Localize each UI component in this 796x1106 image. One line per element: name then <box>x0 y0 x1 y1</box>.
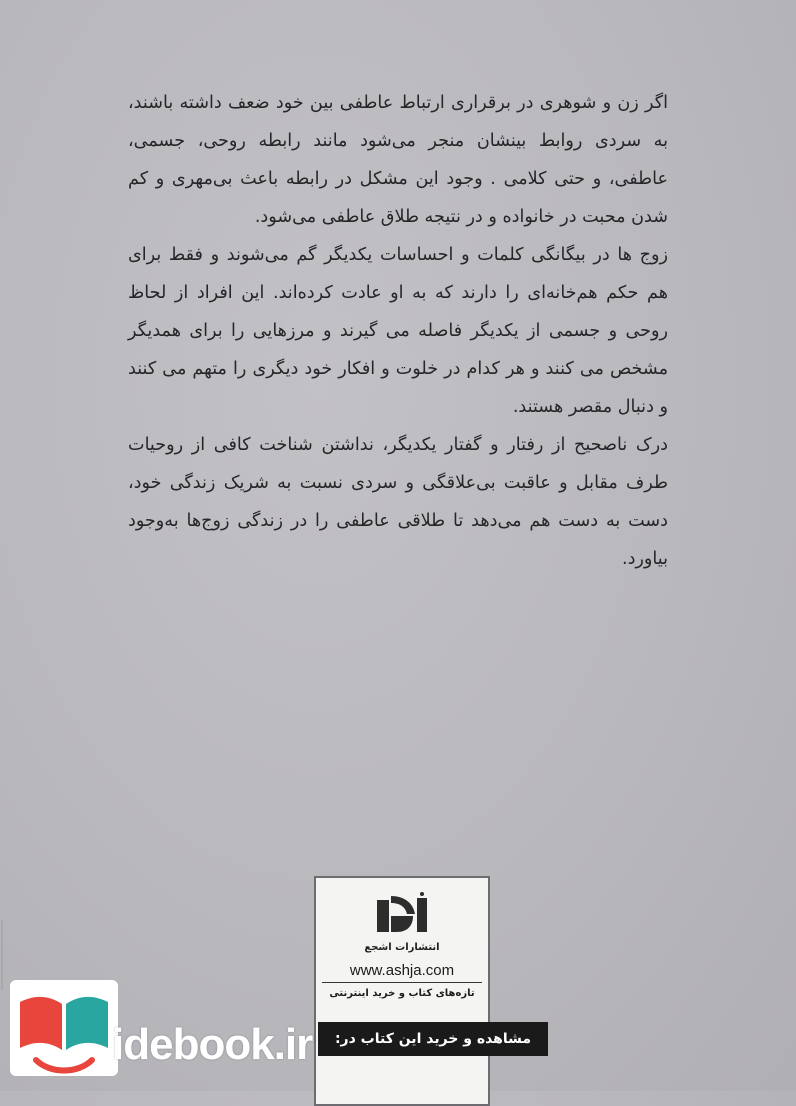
synopsis-paragraph-1: اگر زن و شوهری در برقراری ارتباط عاطفی بین خود ضعف داشته باشند، به سردی روابط بینشان منجر می‌شود مانند رابطه روحی، جسمی، عاطفی، و حتی کلامی . وجود این مشکل در رابطه باعث بی‌مهری و کم شدن محبت در خانواده و در نتیجه طلاق عاطفی می‌شود. <box>128 93 668 227</box>
synopsis-paragraph-2: زوج ها در بیگانگی کلمات و احساسات یکدیگر گم می‌شوند و فقط برای هم حکم هم‌خانه‌ای را دارند که به او عادت کرده‌اند. این افراد از لحاظ روحی و جسمی از یکدیگر فاصله می گیرند و مرزهایی را برای همدیگر مشخص می کنند و هر کدام در خلوت و افکار خود دیگری را متهم می کنند و دنبال مقصر هستند. <box>128 245 668 417</box>
idebook-banner[interactable] <box>0 980 560 1091</box>
banner-cta: مشاهده و خرید این کتاب در: <box>318 1022 548 1056</box>
publisher-tagline: تازه‌های کتاب و خرید اینترنتی <box>329 988 475 999</box>
brand-wordmark[interactable] <box>112 1020 312 1070</box>
publisher-name: انتشارات اشجع <box>364 942 440 953</box>
synopsis-text <box>128 84 668 578</box>
brand-domain: .ir <box>273 1020 313 1069</box>
synopsis-paragraph-3: درک ناصحیح از رفتار و گفتار یکدیگر، نداشتن شناخت کافی از روحیات طرف مقابل و عاقبت بی‌علاقگی و سردی نسبت به شریک زندگی خود، دست به دست هم می‌دهد تا طلاقی عاطفی را در زندگی زوج‌ها به‌وجود بیاورد. <box>128 435 668 569</box>
brand-name: idebook <box>112 1020 274 1069</box>
publisher-website[interactable]: www.ashja.com <box>322 962 482 983</box>
open-book-smile-icon <box>10 980 118 1088</box>
ashja-logo-icon <box>369 892 435 940</box>
